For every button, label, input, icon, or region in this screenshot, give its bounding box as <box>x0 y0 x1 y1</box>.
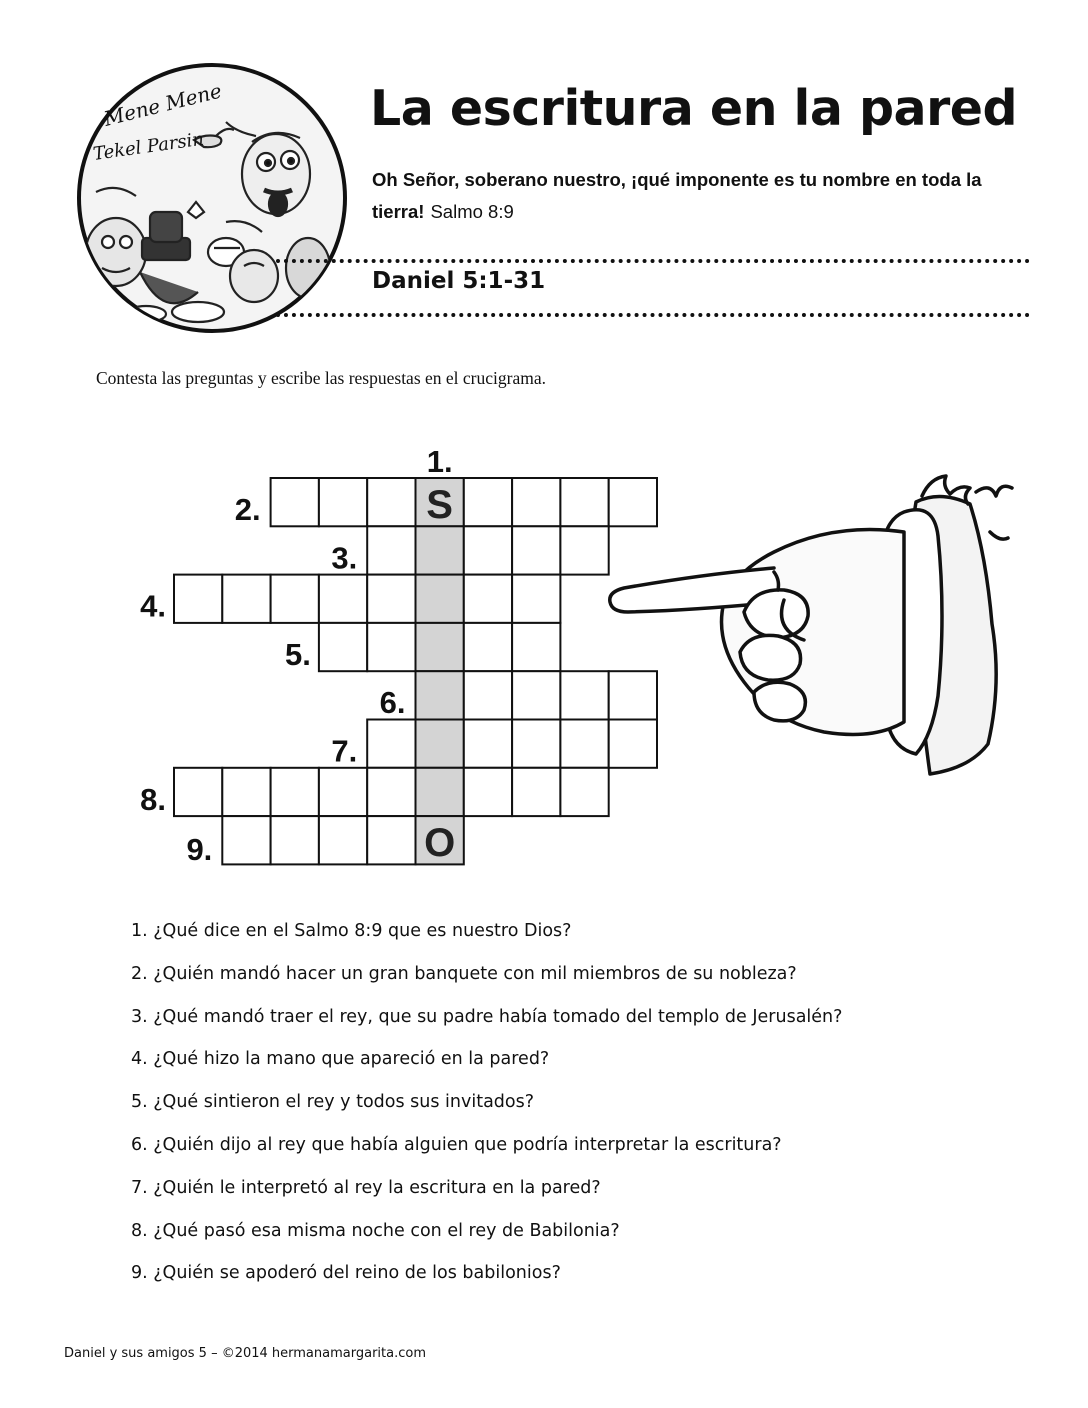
crossword-cell-r2-c5[interactable] <box>367 526 415 574</box>
clue-number-1: 1. <box>426 444 453 479</box>
crossword-cell-r4-c5[interactable] <box>367 623 415 671</box>
crossword-cell-r5-c7[interactable] <box>464 671 512 719</box>
question-3: 3. ¿Qué mandó traer el rey, que su padre había tomado del templo de Jerusalén? <box>131 1006 843 1027</box>
question-4: 4. ¿Qué hizo la mano que apareció en la pared? <box>131 1049 550 1070</box>
crossword-cell-r1-c4[interactable] <box>319 478 367 526</box>
crossword-cell-r1-c3[interactable] <box>271 478 319 526</box>
crossword-cell-r1-c5[interactable] <box>367 478 415 526</box>
crossword-cell-r3-c3[interactable] <box>271 575 319 623</box>
crossword-cell-r7-c2[interactable] <box>222 768 270 816</box>
question-1: 1. ¿Qué dice en el Salmo 8:9 que es nuestro Dios? <box>131 921 572 941</box>
crossword-cell-r7-c7[interactable] <box>464 768 512 816</box>
crossword-cell-r7-c9[interactable] <box>560 768 608 816</box>
mene-text: Mene Mene <box>101 78 225 131</box>
clue-number-7: 7. <box>331 733 358 769</box>
crossword-cell-r3-c6[interactable] <box>416 575 464 623</box>
crossword-cell-r8-c3[interactable] <box>271 816 319 864</box>
clue-number-9: 9. <box>186 832 213 868</box>
crossword-cell-r2-c7[interactable] <box>464 526 512 574</box>
question-2: 2. ¿Quién mandó hacer un gran banquete con mil miembros de su nobleza? <box>131 963 797 984</box>
memory-verse <box>372 164 1012 228</box>
crossword-cell-r3-c4[interactable] <box>319 575 367 623</box>
question-8: 8. ¿Qué pasó esa misma noche con el rey de Babilonia? <box>131 1220 620 1241</box>
page-title: La escritura en la pared <box>370 80 1018 137</box>
crossword-cell-r6-c7[interactable] <box>464 720 512 768</box>
crossword-cell-r3-c2[interactable] <box>222 575 270 623</box>
crossword-cell-r6-c9[interactable] <box>560 720 608 768</box>
crossword-cell-r3-c5[interactable] <box>367 575 415 623</box>
crossword-cell-r7-c5[interactable] <box>367 768 415 816</box>
scripture-passage: Daniel 5:1-31 <box>372 268 546 294</box>
crossword-cell-r1-c6[interactable] <box>416 478 464 526</box>
question-9: 9. ¿Quién se apoderó del reino de los babilonios? <box>131 1263 561 1284</box>
crossword-cell-r5-c9[interactable] <box>560 671 608 719</box>
verse-text: Oh Señor, soberano nuestro, ¡qué imponente es tu nombre en toda la tierra! <box>372 169 982 222</box>
crossword-cell-r6-c6[interactable] <box>416 720 464 768</box>
crossword-cell-r7-c1[interactable] <box>174 768 222 816</box>
crossword-cell-r8-c5[interactable] <box>367 816 415 864</box>
given-letter-top: S <box>426 483 453 527</box>
crossword-cell-r7-c6[interactable] <box>416 768 464 816</box>
clue-number-3: 3. <box>331 540 358 576</box>
clue-number-8: 8. <box>140 781 166 817</box>
question-7: 7. ¿Quién le interpretó al rey la escritura en la pared? <box>131 1177 601 1198</box>
crossword-cell-r7-c4[interactable] <box>319 768 367 816</box>
crossword-cell-r4-c6[interactable] <box>416 623 464 671</box>
crossword-cell-r4-c8[interactable] <box>512 623 560 671</box>
crossword-cell-r8-c2[interactable] <box>222 816 270 864</box>
crossword-cell-r6-c8[interactable] <box>512 720 560 768</box>
crossword-cell-r2-c9[interactable] <box>560 526 608 574</box>
question-6: 6. ¿Quién dijo al rey que había alguien que podría interpretar la escritura? <box>131 1134 782 1155</box>
footer-credit: Daniel y sus amigos 5 – ©2014 hermanamargarita.com <box>64 1346 426 1361</box>
crossword-cell-r2-c6[interactable] <box>416 526 464 574</box>
crossword-cell-r7-c8[interactable] <box>512 768 560 816</box>
pointing-hand-icon <box>604 472 1064 782</box>
banquet-illustration <box>76 62 348 334</box>
dotted-divider-top <box>276 259 1030 263</box>
clue-number-4: 4. <box>140 588 166 624</box>
crossword-cell-r8-c6[interactable] <box>416 816 464 864</box>
question-5: 5. ¿Qué sintieron el rey y todos sus invitados? <box>131 1092 535 1113</box>
crossword-cell-r1-c8[interactable] <box>512 478 560 526</box>
crossword-cell-r3-c7[interactable] <box>464 575 512 623</box>
instructions: Contesta las preguntas y escribe las respuestas en el crucigrama. <box>96 368 546 388</box>
crossword-cell-r8-c4[interactable] <box>319 816 367 864</box>
crossword-cell-r5-c8[interactable] <box>512 671 560 719</box>
clue-number-6: 6. <box>379 685 406 721</box>
crossword-cell-r7-c3[interactable] <box>271 768 319 816</box>
crossword-cell-r1-c7[interactable] <box>464 478 512 526</box>
crossword-cell-r1-c9[interactable] <box>560 478 608 526</box>
given-letter-bottom: O <box>424 821 456 866</box>
dotted-divider-bottom <box>276 313 1030 317</box>
crossword-cell-r6-c5[interactable] <box>367 720 415 768</box>
crossword-cell-r2-c8[interactable] <box>512 526 560 574</box>
tekel-parsin-text: Tekel Parsin <box>91 128 206 165</box>
crossword-cell-r4-c4[interactable] <box>319 623 367 671</box>
clue-number-2: 2. <box>234 492 261 527</box>
crossword-cell-r3-c1[interactable] <box>174 575 222 623</box>
verse-reference: Salmo 8:9 <box>430 201 514 222</box>
clue-number-5: 5. <box>285 636 311 672</box>
crossword-cell-r4-c7[interactable] <box>464 623 512 671</box>
question-list <box>131 914 842 1299</box>
crossword-cell-r3-c8[interactable] <box>512 575 560 623</box>
crossword-cell-r5-c6[interactable] <box>416 671 464 719</box>
